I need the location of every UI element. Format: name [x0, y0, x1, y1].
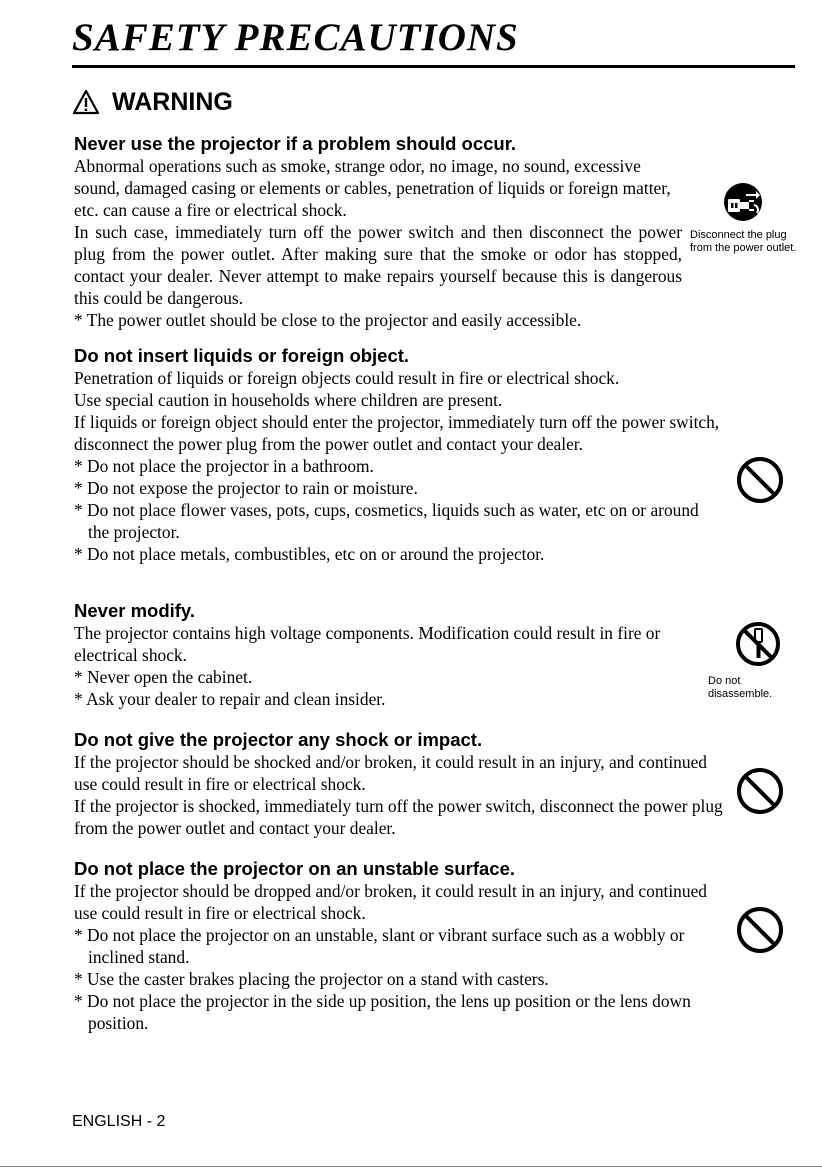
section-body	[74, 622, 724, 710]
warning-triangle-icon	[72, 89, 100, 115]
prohibition-icon	[735, 455, 785, 505]
bullet: * Do not place metals, combustibles, etc on or around the projector.	[74, 544, 545, 564]
title-divider	[72, 65, 795, 68]
paragraph: If liquids or foreign object should enter the projector, immediately turn off the power switch, disconnect the power plug from the power outlet and contact your dealer.	[74, 412, 720, 454]
bottom-edge-line	[0, 1166, 822, 1167]
section-modify	[74, 600, 724, 710]
disassemble-caption: Do not disassemble.	[708, 675, 773, 700]
paragraph: If the projector should be shocked and/or broken, it could result in an injury, and continued use could result in fire or electrical shock.	[74, 752, 707, 794]
section-body	[74, 751, 724, 839]
page-title: SAFETY PRECAUTIONS	[72, 16, 519, 59]
paragraph: If the projector should be dropped and/or broken, it could result in an injury, and continued use could result in fire or electrical shock.	[74, 881, 707, 923]
prohibition-icon	[735, 766, 785, 816]
paragraph: Abnormal operations such as smoke, strange odor, no image, no sound, excessive sound, damaged casing or elements or cables, penetration of liquids or foreign matter, etc. can cause a fire or electrical shock.	[74, 156, 671, 220]
bullet: * Do not place the projector in the side up position, the lens up position or the lens down position.	[74, 991, 691, 1033]
paragraph: Use special caution in households where children are present.	[74, 390, 503, 410]
section-body	[74, 880, 724, 1034]
bullet: * Do not expose the projector to rain or moisture.	[74, 478, 418, 498]
paragraph: Penetration of liquids or foreign objects could result in fire or electrical shock.	[74, 368, 620, 388]
section-heading: Do not place the projector on an unstable surface.	[74, 858, 515, 879]
warning-header	[72, 84, 233, 120]
section-heading: Never use the projector if a problem should occur.	[74, 133, 517, 154]
section-problem	[74, 133, 682, 331]
paragraph: If the projector is shocked, immediately turn off the power switch, disconnect the power plug from the power outlet and contact your dealer.	[74, 796, 723, 838]
bullet: * Do not place the projector on an unstable, slant or vibrant surface such as a wobbly or inclined stand.	[74, 925, 685, 967]
unplug-icon	[723, 182, 763, 222]
bullet: * Never open the cabinet.	[74, 667, 253, 687]
bullet: * Do not place flower vases, pots, cups, cosmetics, liquids such as water, etc on or around the projector.	[74, 500, 699, 542]
section-heading: Do not insert liquids or foreign object.	[74, 345, 410, 366]
bullet: * Ask your dealer to repair and clean insider.	[74, 689, 386, 709]
prohibition-figure	[735, 766, 785, 821]
bullet: * The power outlet should be close to the projector and easily accessible.	[74, 310, 582, 330]
section-liquids	[74, 345, 724, 565]
warning-label: WARNING	[112, 87, 233, 116]
prohibition-figure	[735, 455, 785, 510]
section-body	[74, 367, 724, 565]
unplug-figure	[688, 182, 798, 255]
prohibition-figure	[735, 905, 785, 960]
bullet: * Do not place the projector in a bathroom.	[74, 456, 374, 476]
prohibition-icon	[735, 905, 785, 955]
paragraph: In such case, immediately turn off the power switch and then disconnect the power plug from the power outlet. After making sure that the smoke or odor has stopped, contact your dealer. Never attempt to make repairs yourself because this is dangerous this could be dangerous.	[74, 222, 682, 308]
section-heading: Do not give the projector any shock or impact.	[74, 729, 483, 750]
unplug-caption: Disconnect the plug from the power outlet.	[690, 229, 797, 254]
page-footer: ENGLISH - 2	[72, 1113, 166, 1130]
no-disassemble-icon	[734, 620, 782, 668]
disassemble-figure	[708, 620, 808, 701]
paragraph: The projector contains high voltage components. Modification could result in fire or electrical shock.	[74, 623, 661, 665]
section-heading: Never modify.	[74, 600, 195, 621]
bullet: * Use the caster brakes placing the projector on a stand with casters.	[74, 969, 549, 989]
section-body	[74, 155, 682, 331]
section-shock	[74, 729, 724, 839]
section-unstable	[74, 858, 724, 1034]
